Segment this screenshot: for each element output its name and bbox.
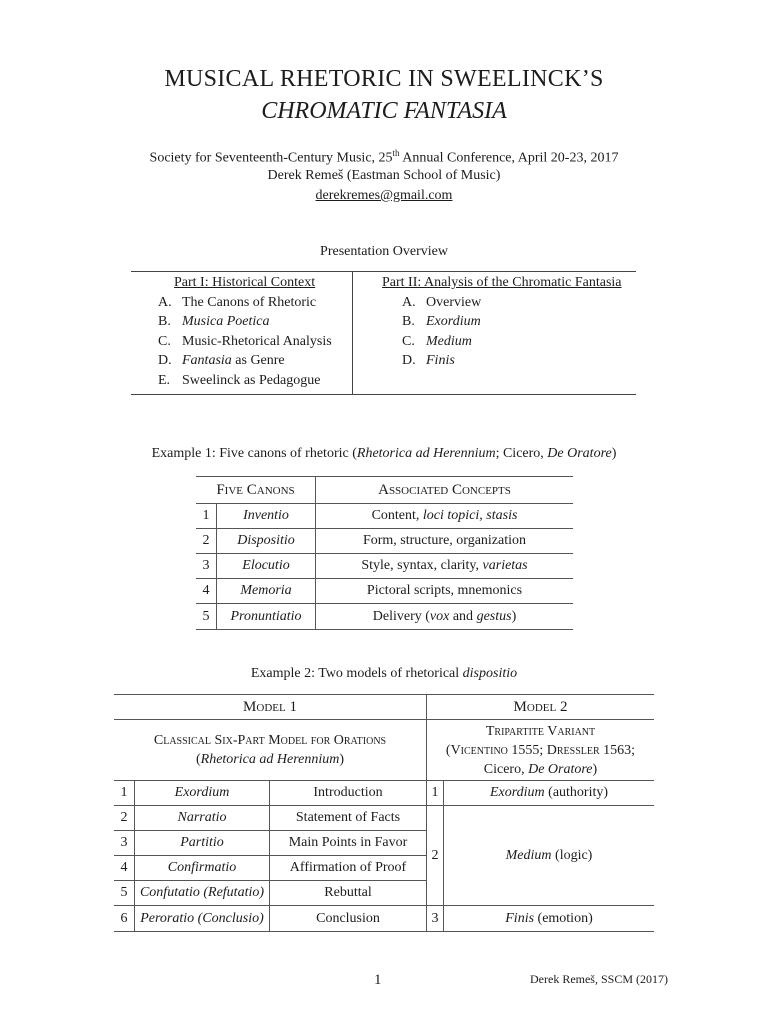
model2-sub-suffix: ) — [592, 761, 598, 777]
ex1-cap-suffix: ) — [611, 446, 617, 461]
concept-em: gestus — [476, 608, 512, 624]
model2-part-em: Finis — [505, 910, 535, 926]
model1-sub-source — [118, 750, 422, 769]
model1-sub-prefix: ( — [195, 752, 201, 767]
model1-number: 5 — [114, 881, 135, 906]
canon-number: 5 — [196, 604, 217, 630]
canon-name: Pronuntiatio — [217, 604, 316, 630]
item-letter: E. — [158, 372, 171, 388]
model1-desc: Rebuttal — [270, 881, 427, 906]
item-text: Finis — [426, 353, 455, 368]
model1-number: 1 — [114, 781, 135, 806]
item-text: as Genre — [231, 353, 285, 368]
item-text: Medium — [426, 333, 472, 349]
part2-heading: Part II: Analysis of the Chromatic Fantasia — [382, 275, 622, 290]
concept-em: vox — [429, 608, 450, 624]
model2-number: 1 — [427, 781, 444, 806]
canon-number: 4 — [196, 579, 217, 604]
part1-item — [158, 351, 332, 371]
part1-item — [158, 293, 332, 313]
overview-part1 — [158, 273, 332, 390]
part2-item — [402, 351, 622, 371]
part1-item — [158, 371, 332, 391]
model1-part: Partitio — [135, 831, 270, 856]
model1-number: 3 — [114, 831, 135, 856]
model2-subheader — [427, 720, 655, 781]
overview-top-rule — [131, 271, 636, 272]
item-text: Sweelinck as Pedagogue — [182, 372, 321, 388]
model2-number: 2 — [427, 806, 444, 906]
item-text: Overview — [426, 294, 482, 310]
canon-concept — [316, 554, 574, 579]
canon-number: 3 — [196, 554, 217, 579]
item-letter: C. — [402, 333, 415, 349]
footer-credit: Derek Remeš, SSCM (2017) — [530, 972, 668, 986]
model2-part-note: (logic) — [551, 847, 593, 863]
model2-part — [444, 806, 655, 906]
model2-number: 3 — [427, 906, 444, 932]
concept-em: varietas — [482, 558, 528, 573]
model1-part: Narratio — [135, 806, 270, 831]
model1-subheader — [114, 720, 427, 781]
item-letter: B. — [402, 314, 415, 329]
item-letter: B. — [158, 314, 171, 329]
conference-ordinal-sup: th — [392, 148, 400, 158]
email-link[interactable]: derekremes@gmail.com — [315, 188, 453, 203]
model1-number: 6 — [114, 906, 135, 932]
model2-header: Model 2 — [427, 695, 655, 720]
part2-item — [402, 312, 622, 332]
item-text: Musica Poetica — [182, 314, 270, 329]
table-row — [114, 806, 654, 831]
document-title-line1: MUSICAL RHETORIC IN SWEELINCK’S — [164, 66, 604, 92]
concept-text: Content, — [371, 508, 423, 523]
table-row — [196, 529, 573, 554]
model1-desc: Conclusion — [270, 906, 427, 932]
model1-part: Exordium — [135, 781, 270, 806]
table-row — [114, 906, 654, 932]
model2-sub-sources: (Vicentino 1555; Dressler 1563; — [445, 742, 636, 758]
model1-header: Model 1 — [114, 695, 427, 720]
overview-part2 — [382, 273, 622, 371]
item-letter: D. — [402, 353, 416, 368]
concept-em: loci topici, stasis — [422, 508, 518, 523]
dispositio-table — [114, 694, 654, 932]
model2-sub-title: Tripartite Variant — [485, 723, 596, 739]
canon-name: Memoria — [217, 579, 316, 604]
header-five-canons: Five Canons — [196, 477, 316, 504]
table-row — [114, 781, 654, 806]
model1-desc: Introduction — [270, 781, 427, 806]
overview-caption: Presentation Overview — [320, 244, 448, 259]
model1-number: 2 — [114, 806, 135, 831]
ex2-cap-em: dispositio — [462, 666, 518, 681]
model1-sub-em: Rhetorica ad Herennium — [200, 752, 340, 767]
model1-sub-title: Classical Six-Part Model for Orations — [153, 733, 387, 748]
model-header-row — [114, 695, 654, 720]
part2-item — [402, 332, 622, 352]
item-letter: D. — [158, 353, 172, 368]
model2-sub-cicero — [431, 760, 650, 779]
conference-prefix: Society for Seventeenth-Century Music, 25 — [149, 150, 393, 166]
canon-concept — [316, 604, 574, 630]
canon-concept: Form, structure, organization — [316, 529, 574, 554]
model1-sub-suffix: ) — [339, 752, 345, 767]
model2-sub-prefix: Cicero, — [483, 761, 529, 777]
page-number: 1 — [374, 972, 382, 988]
table-row — [196, 504, 573, 529]
overview-divider — [352, 271, 353, 395]
part1-item — [158, 312, 332, 332]
email-line — [0, 188, 768, 204]
model2-part-em: Medium — [505, 847, 552, 863]
ex2-cap-prefix: Example 2: Two models of rhetorical — [250, 666, 463, 681]
model1-part: Confutatio (Refutatio) — [135, 881, 270, 906]
model2-part-em: Exordium — [489, 785, 545, 800]
part2-item — [402, 293, 622, 313]
item-text: Exordium — [426, 314, 481, 329]
model1-part: Peroratio (Conclusio) — [135, 906, 270, 932]
model-subheader-row — [114, 720, 654, 781]
item-text-em: Fantasia — [182, 353, 232, 368]
conference-suffix: Annual Conference, April 20-23, 2017 — [399, 150, 619, 166]
model2-part — [444, 781, 655, 806]
canon-name: Inventio — [217, 504, 316, 529]
document-title-line2: CHROMATIC FANTASIA — [261, 98, 507, 124]
part1-item — [158, 332, 332, 352]
canon-concept: Pictoral scripts, mnemonics — [316, 579, 574, 604]
concept-text: ) — [511, 608, 517, 624]
example1-caption — [0, 446, 768, 462]
model2-part-note: (authority) — [544, 785, 609, 800]
table-row — [196, 554, 573, 579]
overview-bottom-rule — [131, 394, 636, 395]
ex1-cap-prefix: Example 1: Five canons of rhetoric ( — [151, 446, 357, 461]
part1-heading: Part I: Historical Context — [174, 275, 316, 290]
conference-info — [0, 148, 768, 167]
model1-desc: Main Points in Favor — [270, 831, 427, 856]
model1-part: Confirmatio — [135, 856, 270, 881]
model1-desc: Statement of Facts — [270, 806, 427, 831]
model2-part-note: (emotion) — [534, 910, 593, 926]
ex1-cap-mid: ; Cicero, — [495, 446, 548, 461]
table-row — [196, 604, 573, 630]
model2-sub-em: De Oratore — [528, 761, 593, 777]
header-associated-concepts: Associated Concepts — [316, 477, 574, 504]
model1-desc: Affirmation of Proof — [270, 856, 427, 881]
ex1-cap-em2: De Oratore — [547, 446, 612, 461]
concept-text: Style, syntax, clarity, — [361, 558, 483, 573]
canon-name: Dispositio — [217, 529, 316, 554]
concept-text: and — [449, 608, 477, 624]
canons-table — [196, 476, 573, 630]
item-text: Music-Rhetorical Analysis — [182, 333, 332, 349]
model2-part — [444, 906, 655, 932]
canon-concept — [316, 504, 574, 529]
item-letter: C. — [158, 333, 171, 349]
author-line: Derek Remeš (Eastman School of Music) — [267, 168, 501, 183]
example2-caption — [0, 666, 768, 682]
item-text: The Canons of Rhetoric — [182, 294, 317, 310]
canons-header-row — [196, 477, 573, 504]
concept-text: Delivery ( — [372, 608, 430, 624]
item-letter: A. — [158, 294, 172, 310]
canon-number: 2 — [196, 529, 217, 554]
ex1-cap-em1: Rhetorica ad Herennium — [356, 446, 496, 461]
item-letter: A. — [402, 294, 416, 310]
table-row — [196, 579, 573, 604]
model1-number: 4 — [114, 856, 135, 881]
canon-number: 1 — [196, 504, 217, 529]
canon-name: Elocutio — [217, 554, 316, 579]
